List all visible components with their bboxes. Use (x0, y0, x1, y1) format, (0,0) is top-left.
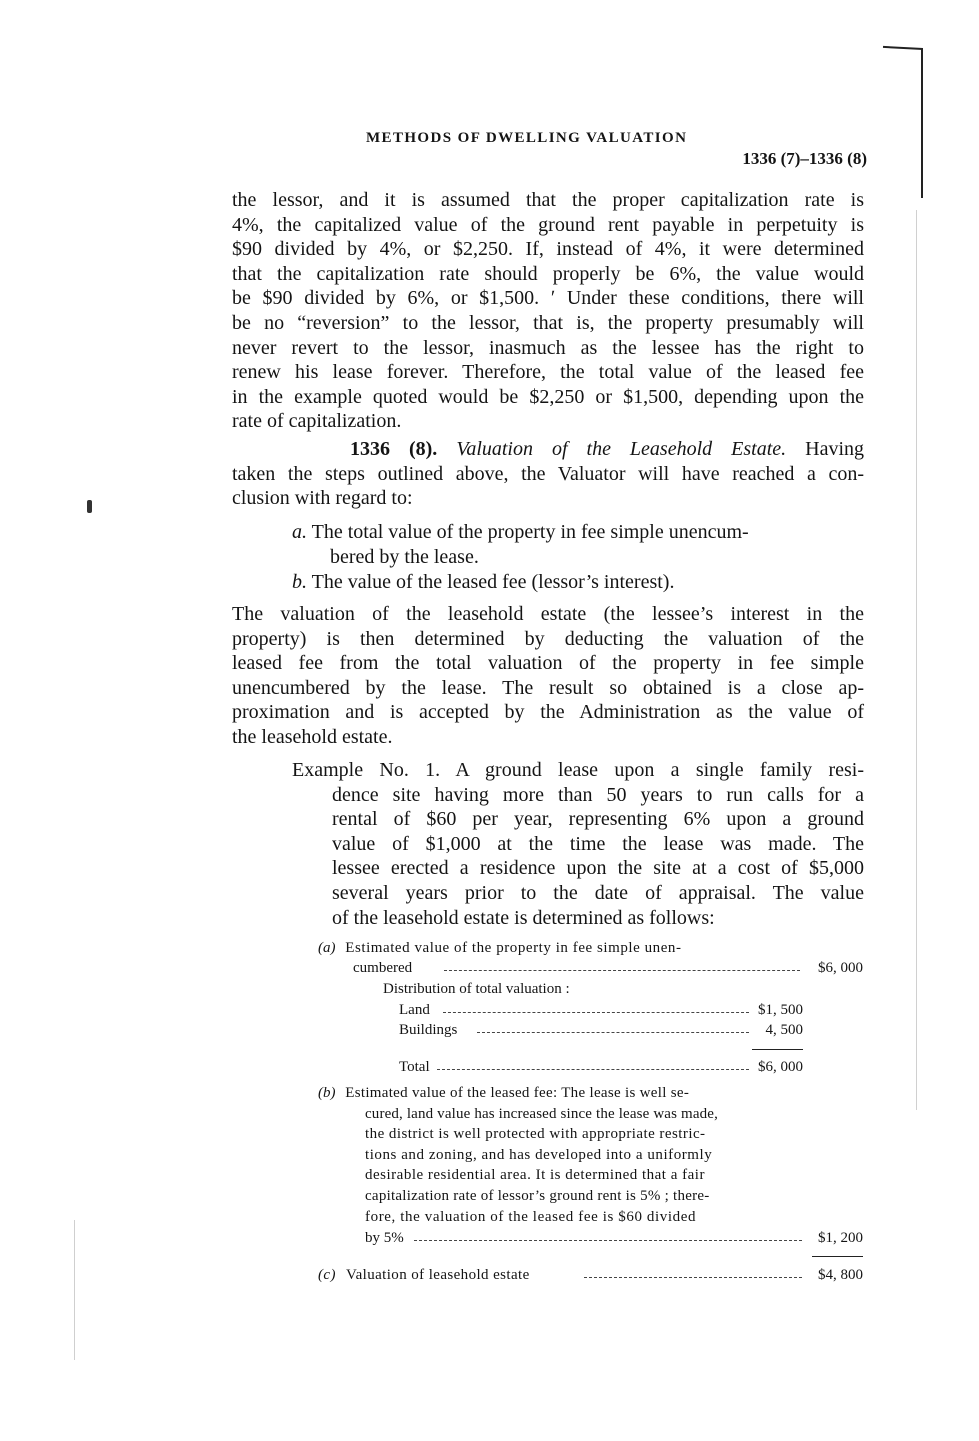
dot-leader (584, 1277, 802, 1278)
text-line: unencumbered by the lease. The result so obtained is a close ap- (232, 676, 864, 699)
text-line: the district is well protected with appropriate restric- (365, 1126, 706, 1142)
text-line: value of $1,000 at the time the lease was made. The (332, 832, 864, 855)
text-line: in the example quoted would be $2,250 or $1,500, depending upon the (232, 385, 864, 408)
text-line: dence site having more than 50 years to run calls for a (332, 783, 864, 806)
text-line: capitalization rate of lessor’s ground rent is 5% ; there- (365, 1188, 710, 1204)
text-line: tions and zoning, and has developed into a uniformly (365, 1147, 713, 1163)
text-line: never revert to the lessor, inasmuch as the lessee has the right to (232, 336, 864, 359)
amount-c: $4, 800 (818, 1267, 863, 1283)
text-line: The total value of the property in fee simple unencum- (311, 521, 749, 543)
text-line: Valuation of leasehold estate (346, 1267, 530, 1283)
section-title: Valuation of the Leasehold Estate. (456, 438, 787, 460)
text-line: rental of $60 per year, representing 6% upon a ground (332, 808, 864, 831)
amount-b: $1, 200 (818, 1230, 863, 1246)
text-line: property) is then determined by deducting the valuation of the (232, 627, 864, 650)
distribution-label: Distribution of total valuation : (383, 981, 570, 997)
text-line: desirable residential area. It is determined that a fair (365, 1167, 705, 1183)
text-line: taken the steps outlined above, the Valuator will have reached a con- (232, 462, 864, 485)
text-line: leased fee from the total valuation of the property in fee simple (232, 652, 864, 675)
text-line: The value of the leased fee (lessor’s interest). (311, 571, 675, 593)
text-line: Estimated value of the leased fee: The lease is well se- (345, 1085, 690, 1101)
running-header: METHODS OF DWELLING VALUATION (366, 130, 688, 146)
text-line: rate of capitalization. (232, 410, 402, 433)
text-line: that the capitalization rate should properly be 6%, the value would (232, 262, 864, 285)
item-letter: (c) (318, 1267, 336, 1283)
dot-leader (477, 1032, 749, 1033)
section-number: 1336 (8). (350, 438, 438, 460)
land-amount: $1, 500 (758, 1002, 803, 1018)
table-row-b-line1 (318, 1083, 804, 1104)
text-line: several years prior to the date of appraisal. The value (332, 881, 864, 904)
text-line: be no “reversion” to the lessor, that is, the property presumably will (232, 311, 864, 334)
text-line: cured, land value has increased since the lease was made, (365, 1106, 718, 1122)
total-amount: $6, 000 (758, 1059, 803, 1075)
text-line: The valuation of the leasehold estate (the lessee’s interest in the (232, 603, 864, 625)
table-row-a-line1 (318, 938, 804, 959)
sum-rule (812, 1256, 863, 1257)
text-line: clusion with regard to: (232, 487, 413, 510)
list-letter: b. (292, 571, 307, 593)
text-line: Example No. 1. A ground lease upon a single family resi- (292, 759, 864, 781)
item-letter: (a) (318, 940, 336, 956)
text-line: bered by the lease. (330, 545, 479, 568)
text-fragment: Having (805, 438, 865, 460)
text-line: be $90 divided by 6%, or $1,500. ʹ Under these conditions, there will (232, 287, 864, 310)
sum-rule (752, 1049, 803, 1050)
text-line: the lessor, and it is assumed that the proper capitalization rate is (232, 189, 864, 211)
text-line: Estimated value of the property in fee simple unen- (345, 940, 682, 956)
table-row-c (318, 1265, 530, 1286)
item-letter: (b) (318, 1085, 336, 1101)
table-row-a-label: cumbered (353, 960, 413, 976)
text-line: by 5% (365, 1230, 404, 1246)
land-label: Land (399, 1002, 430, 1018)
text-line: proximation and is accepted by the Administration as the value of (232, 701, 864, 724)
text-line: 4%, the capitalized value of the ground rent payable in perpetuity is (232, 213, 864, 236)
list-letter: a. (292, 521, 307, 543)
text-line: fore, the valuation of the leased fee is $60 divided (365, 1209, 697, 1225)
text-line: $90 divided by 4%, or $2,250. If, instead of 4%, it were determined (232, 238, 864, 261)
dot-leader (443, 1012, 749, 1013)
dot-leader (444, 970, 800, 971)
buildings-label: Buildings (399, 1022, 458, 1038)
amount-a: $6, 000 (818, 960, 863, 976)
text-line: renew his lease forever. Therefore, the total value of the leased fee (232, 361, 864, 384)
text-line: the leasehold estate. (232, 725, 393, 748)
buildings-amount: 4, 500 (765, 1022, 803, 1038)
dot-leader (414, 1240, 802, 1241)
text-line: of the leasehold estate is determined as follows: (332, 906, 715, 929)
total-label: Total (399, 1059, 430, 1075)
dot-leader (437, 1069, 749, 1070)
text-line: lessee erected a residence upon the site at a cost of $5,000 (332, 857, 864, 880)
section-range: 1336 (7)–1336 (8) (742, 149, 867, 168)
